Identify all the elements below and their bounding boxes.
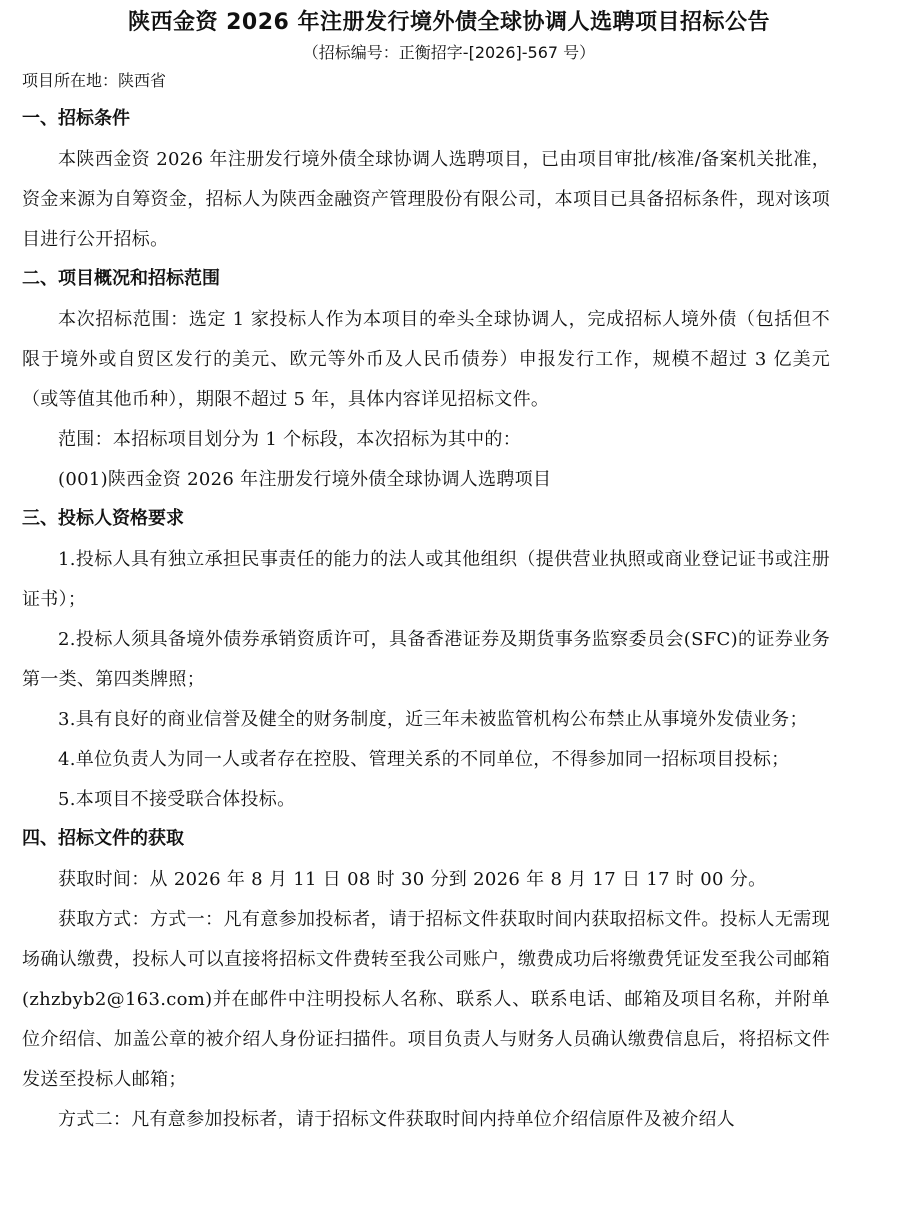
paragraph: 本次招标范围：选定 1 家投标人作为本项目的牵头全球协调人，完成招标人境外债（包括但不限于境外或自贸区发行的美元、欧元等外币及人民币债券）申报发行工作，规模不超过 3 亿美元（或等值其他币种），期限不超过 5 年，具体内容详见招标文件。 — [22, 309, 830, 410]
section-heading: 四、招标文件的获取 — [22, 828, 184, 849]
section-heading: 一、招标条件 — [22, 108, 130, 129]
document-body — [22, 100, 830, 1140]
list-item: 1.投标人具有独立承担民事责任的能力的法人或其他组织（提供营业执照或商业登记证书或注册证书）； — [22, 549, 830, 610]
paragraph: 获取方式：方式一：凡有意参加投标者，请于招标文件获取时间内获取招标文件。投标人无需现场确认缴费，投标人可以直接将招标文件费转至我公司账户，缴费成功后将缴费凭证发至我公司邮箱(zhzbyb2@163.com)并在邮件中注明投标人名称、联系人、联系电话、邮箱及项目名称，并附单位介绍信、加盖公章的被介绍人身份证扫描件。项目负责人与财务人员确认缴费信息后，将招标文件发送至投标人邮箱； — [22, 909, 830, 1090]
paragraph: 获取时间：从 2026 年 8 月 11 日 08 时 30 分到 2026 年 8 月 17 日 17 时 00 分。 — [58, 869, 767, 890]
section-heading: 三、投标人资格要求 — [22, 508, 184, 529]
tender-number: （招标编号：正衡招字-[2026]-567 号） — [302, 43, 596, 62]
section-heading: 二、项目概况和招标范围 — [22, 268, 220, 289]
list-item: 4.单位负责人为同一人或者存在控股、管理关系的不同单位，不得参加同一招标项目投标； — [58, 749, 790, 770]
section-document-acquisition — [22, 820, 830, 1140]
project-location: 项目所在地：陕西省 — [22, 71, 167, 90]
list-item: 2.投标人须具备境外债券承销资质许可，具备香港证券及期货事务监察委员会(SFC)的证券业务第一类、第四类牌照； — [22, 629, 830, 690]
paragraph: 方式二：凡有意参加投标者，请于招标文件获取时间内持单位介绍信原件及被介绍人 — [58, 1109, 736, 1130]
section-tender-conditions — [22, 100, 830, 260]
list-item: 5.本项目不接受联合体投标。 — [58, 789, 296, 810]
paragraph: 本陕西金资 2026 年注册发行境外债全球协调人选聘项目，已由项目审批/核准/备案机关批准，资金来源为自筹资金，招标人为陕西金融资产管理股份有限公司，本项目已具备招标条件，现对该项目进行公开招标。 — [22, 149, 830, 250]
section-bidder-qualifications — [22, 500, 830, 820]
paragraph: (001)陕西金资 2026 年注册发行境外债全球协调人选聘项目 — [58, 469, 552, 490]
paragraph: 范围：本招标项目划分为 1 个标段，本次招标为其中的： — [58, 429, 521, 450]
document-title: 陕西金资 2026 年注册发行境外债全球协调人选聘项目招标公告 — [127, 10, 771, 35]
section-project-scope — [22, 260, 830, 500]
list-item: 3.具有良好的商业信誉及健全的财务制度，近三年未被监管机构公布禁止从事境外发债业务； — [58, 709, 808, 730]
